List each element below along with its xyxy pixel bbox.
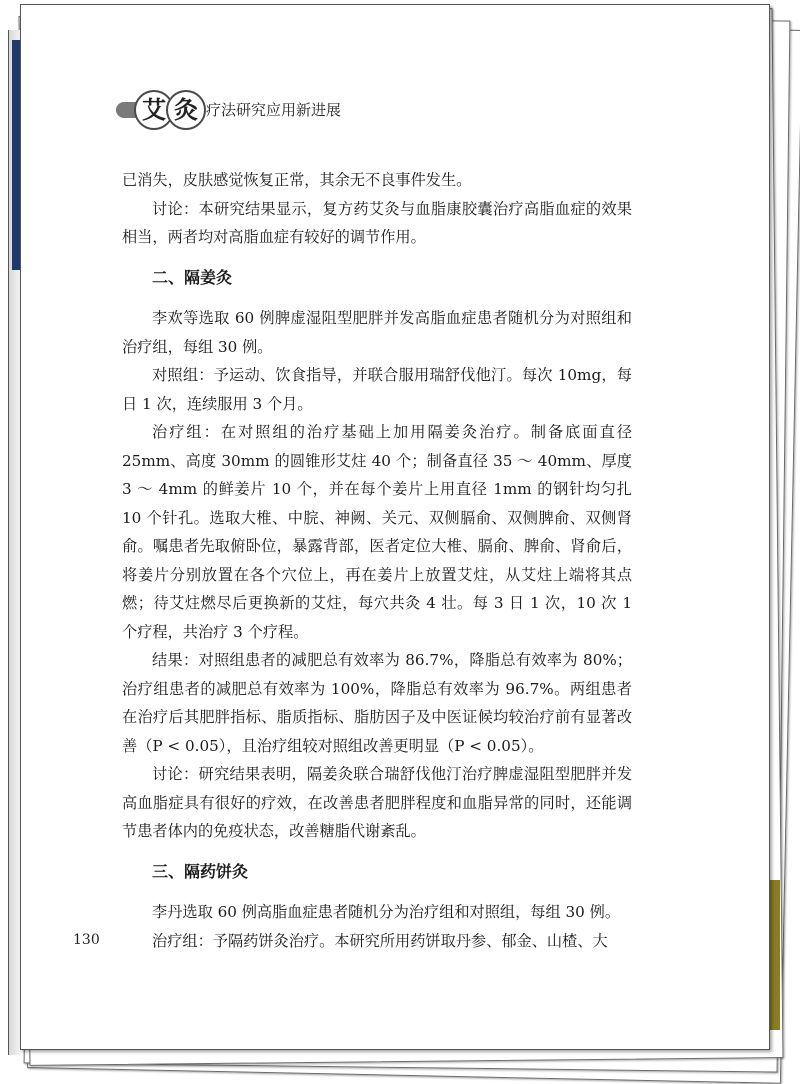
header-char-circle: 艾	[134, 90, 174, 130]
page-number: 130	[73, 932, 100, 948]
paragraph: 治疗组：予隔药饼灸治疗。本研究所用药饼取丹参、郁金、山楂、大	[152, 931, 608, 950]
paragraph: 对照组：予运动、饮食指导，并联合服用瑞舒伐他汀。每次 10mg，每日 1 次，连续服用 3 个月。	[122, 366, 632, 413]
paragraph: 李丹选取 60 例高脂血症患者随机分为治疗组和对照组，每组 30 例。	[152, 903, 621, 921]
book-edge-color-band	[12, 40, 20, 270]
paragraph: 治疗组：在对照组的治疗基础上加用隔姜灸治疗。制备底面直径 25mm、高度 30mm 的圆锥形艾炷 40 个；制备直径 35 ～ 40mm、厚度 3 ～ 4mm 的鲜姜片 10 个，并在每个姜片上用直径 1mm 的钢针均匀扎 10 个针孔。选取大椎、中脘、神阙、关元、双侧膈俞、双侧脾俞、双侧肾俞。嘱患者先取俯卧位，暴露背部，医者定位大椎、膈俞、脾俞、肾俞后，将姜片分别放置在各个穴位上，再在姜片上放置艾炷，从艾炷上端将其点燃；待艾炷燃尽后更换新的艾炷，每穴共灸 4 壮。每 3 日 1 次，10 次 1 个疗程，共治疗 3 个疗程。	[122, 423, 632, 641]
section-heading: 二、隔姜灸	[152, 267, 233, 287]
paragraph: 讨论：研究结果表明，隔姜灸联合瑞舒伐他汀治疗脾虚湿阻型肥胖并发高血脂症具有很好的疗效，在改善患者肥胖程度和血脂异常的同时，还能调节患者体内的免疫状态，改善糖脂代谢紊乱。	[122, 765, 632, 840]
header-char-circle: 灸	[166, 90, 206, 130]
section-heading: 三、隔药饼灸	[152, 861, 249, 881]
paragraph: 结果：对照组患者的减肥总有效率为 86.7%，降脂总有效率为 80%；治疗组患者的减肥总有效率为 100%，降脂总有效率为 96.7%。两组患者在治疗后其肥胖指标、脂质指标、脂肪因子及中医证候均较治疗前有显著改善（P < 0.05），且治疗组较对照组改善更明显（P < 0.05）。	[122, 651, 632, 755]
running-header	[100, 88, 400, 132]
body-text	[122, 166, 632, 955]
paragraph: 李欢等选取 60 例脾虚湿阻型肥胖并发高脂血症患者随机分为对照组和治疗组，每组 30 例。	[122, 309, 632, 356]
paragraph: 讨论：本研究结果显示，复方药艾灸与血脂康胶囊治疗高脂血症的效果相当，两者均对高脂血症有较好的调节作用。	[122, 199, 632, 246]
header-title: 疗法研究应用新进展	[206, 101, 342, 119]
book-edge-color-band	[770, 880, 780, 1030]
paragraph: 已消失，皮肤感觉恢复正常，其余无不良事件发生。	[122, 171, 472, 189]
